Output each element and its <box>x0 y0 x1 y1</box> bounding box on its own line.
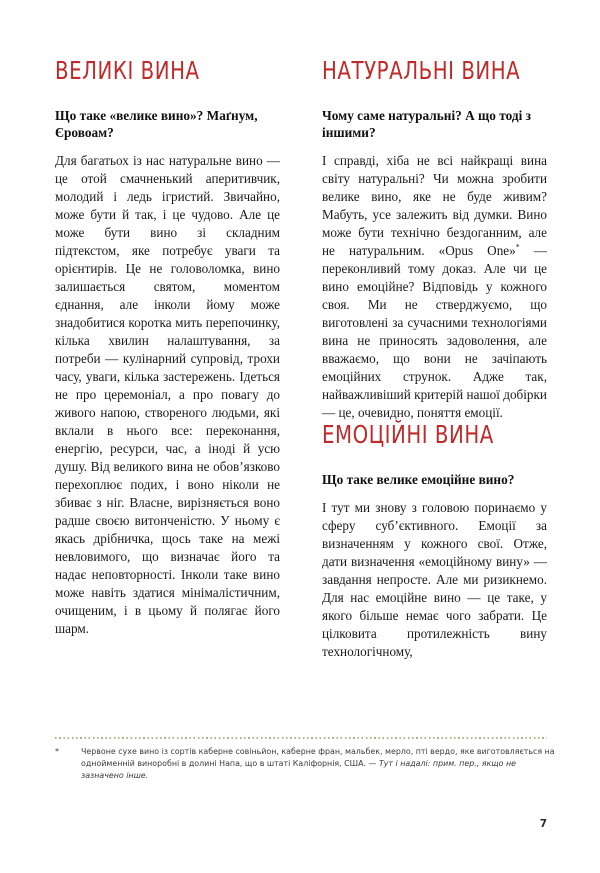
section-title-veliki-vyna: ВЕЛИКІ ВИНА <box>55 56 200 85</box>
body-paragraph-right-2: І тут ми знову з головою поринаємо у сферу суб’єктивного. Емоції за визначенням у кожного свої. Отже, дати визначення «емоційному вину» — завдання непросте. Але ми ризикнемо. Для нас емоційне вино — це таке, у якого більше немає чого забрати. Це цілковита протилежність вину технологічному, <box>322 500 547 660</box>
footnote-block <box>55 746 555 782</box>
body-paragraph-left: Для багатьох із нас натуральне вино — це отой смачненький аперитивчик, молодий і ледь ігристий. Звичайно, може бути й так, і це чудово. Але це може бути вино зі складним підтекстом, яке потребує уваги та орієнтирів. Це не головоломка, вино залишається святом, моментом єднання, але інколи йому може знадобитися коротка мить перепочинку, кілька хвилин налаштування, за потреби — кулінарний супровід, трохи часу, уваги, кілька застережень. Ідеться не про церемоніал, а про повагу до живого напою, створеного людьми, які вклали в нього все: переконання, енергію, ресурси, час, а іноді й усю душу. Від великого вина не обов’язково перехоплює подих, і воно ніколи не збиває з ніг. Власне, вирізняється воно радше своєю витонченістю. У ньому є якась дрібничка, щось таке на межі невловимого, що визначає його та надає неповторності. Інколи таке вино може навіть здатися мінімалістичним, очищеним, і в цьому й полягає його шарм. <box>55 153 280 637</box>
right-column <box>322 58 547 723</box>
subheading-right-1: Чому саме натуральні? А що тоді з іншими? <box>322 108 531 141</box>
subheading-right-2: Що таке велике емоційне вино? <box>322 472 515 488</box>
footnote-divider <box>55 737 547 739</box>
two-column-layout <box>55 58 547 723</box>
body-right-1-part1: І справді, хіба не всі найкращі вина світу натуральні? Чи можна зробити велике вино, яке не буде живим? Мабуть, усе залежить від думки. Вино може бути технічно бездоганним, але не натуральним. «Opus One» <box>322 153 547 259</box>
body-paragraph-right-1 <box>322 152 547 422</box>
left-column <box>55 58 280 723</box>
page-number: 7 <box>539 818 547 830</box>
footnote-text: Червоне сухе вино із сортів каберне совіньйон, каберне фран, мальбек, мерло, пті вердо, яке виготовляється на однойменній виноробні в долині Напа, що в штаті Каліфорнія, США. — <box>81 747 555 768</box>
body-right-1-part2: — переконливий тому доказ. Але чи це вино емоційне? Відповідь у кожного своя. Ми не стверджуємо, що виготовлені за сучасними технологіями вина не приносять задоволення, але вважаємо, що вони не зачіпають емоційних струнок. Адже так, найважливіший критерій нашої добірки — це, очевидно, поняття емоції. <box>322 243 547 421</box>
section-title-emotsiyni-vyna: ЕМОЦІЙНІ ВИНА <box>322 420 494 450</box>
footnote-italic-note: Тут і надалі: прим. пер., якщо не зазначено інше. <box>81 758 517 780</box>
footnote-text-body <box>81 746 555 782</box>
section-title-naturalni-vyna: НАТУРАЛЬНІ ВИНА <box>322 56 521 85</box>
footnote-reference-marker: * <box>515 242 520 252</box>
subheading-left: Що таке «велике вино»? Маґнум, Єровоам? <box>55 108 258 141</box>
footnote-marker: * <box>55 747 59 756</box>
